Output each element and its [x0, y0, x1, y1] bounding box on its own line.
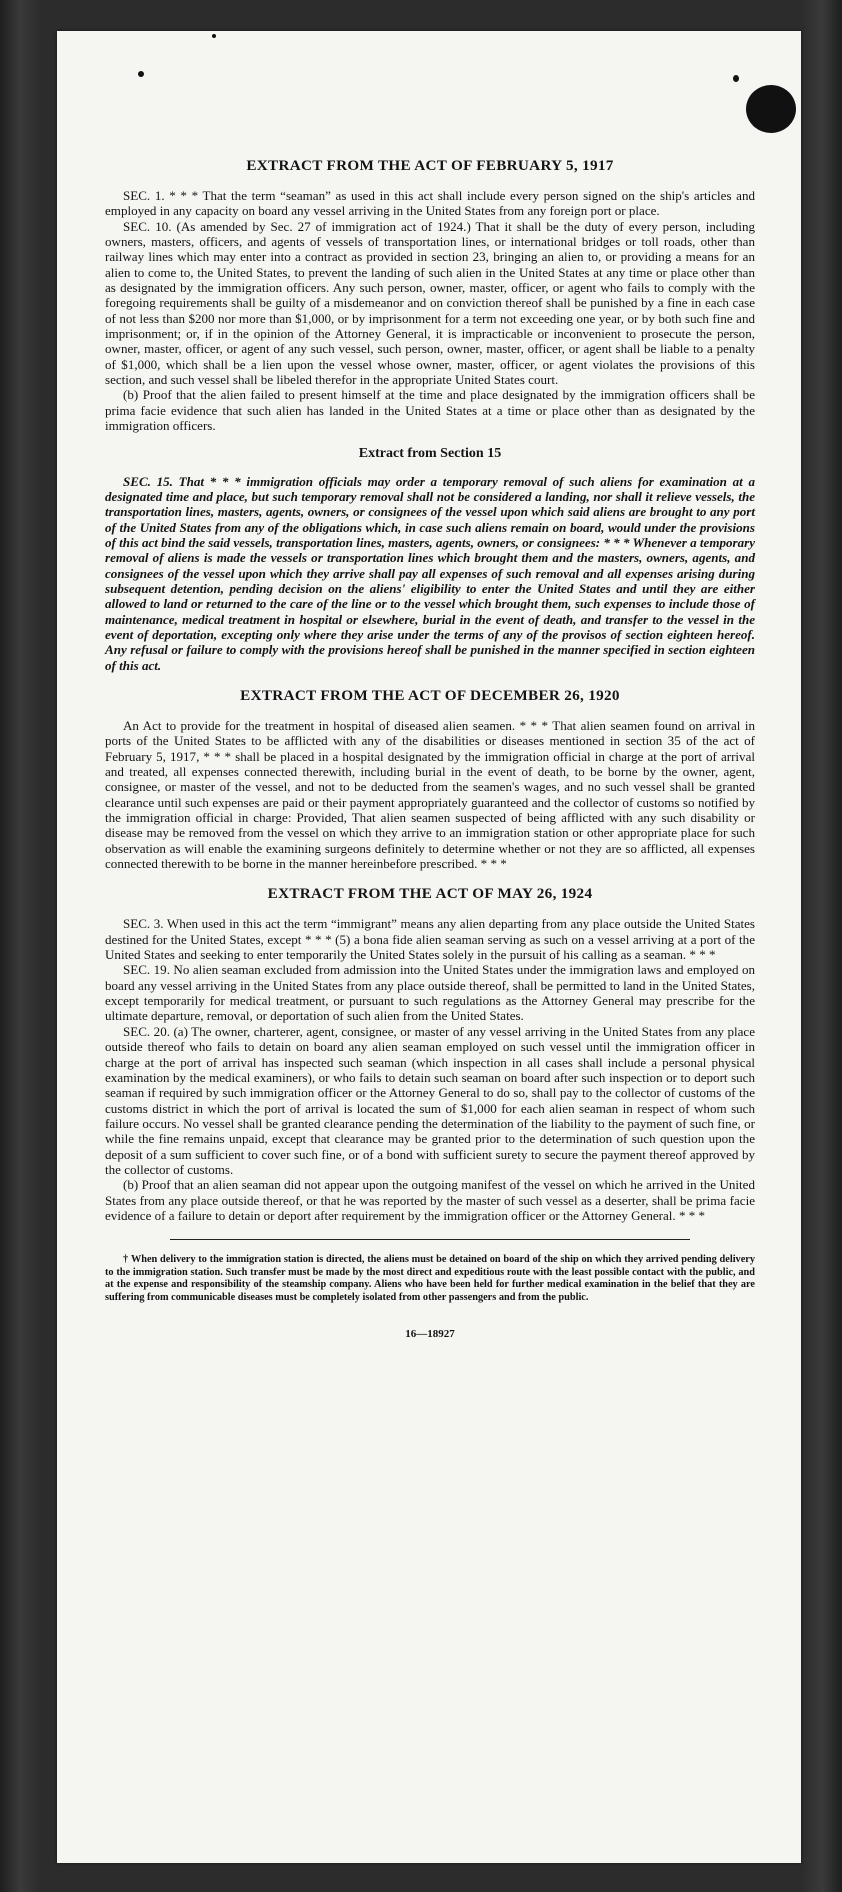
- paragraph-sec-19: SEC. 19. No alien seaman excluded from admission into the United States under the immigration laws and employed on board any vessel arriving in the United States from any place outside thereof, shall be permitted to land in the United States, except temporarily for medical treatment, or pursuant to such regulations as the Attorney General may prescribe for the ultimate departure, removal, or deportation of such alien from the United States.: [105, 962, 755, 1024]
- paragraph-sec-20-b: (b) Proof that an alien seaman did not appear upon the outgoing manifest of the vessel on which he arrived in the United States from any place outside thereof, or that he was reported by the master of such vessel as a deserter, shall be prima facie evidence of a failure to detain or deport after requirement by the immigration officer or the Attorney General. * * *: [105, 1177, 755, 1223]
- ink-speck: [212, 34, 216, 38]
- ink-speck: [733, 75, 739, 82]
- document-number: 16—18927: [405, 1327, 455, 1340]
- footnote-divider: [170, 1239, 690, 1240]
- section-heading: EXTRACT FROM THE ACT OF DECEMBER 26, 1920: [240, 686, 620, 704]
- section-act-1920: [105, 687, 755, 871]
- section-act-1917: [105, 157, 755, 434]
- paragraph-sec-3: SEC. 3. When used in this act the term “immigrant” means any alien departing from any place outside the United States destined for the United States, except * * * (5) a bona fide alien seaman serving as such on a vessel arriving at a port of the United States and seeking to enter temporarily the United States solely in the pursuit of his calling as a seaman. * * *: [105, 916, 755, 963]
- section-extract-15: [105, 446, 755, 673]
- section-subheading: Extract from Section 15: [358, 445, 502, 461]
- section-act-1924: [105, 885, 755, 1223]
- section-heading: EXTRACT FROM THE ACT OF FEBRUARY 5, 1917: [246, 157, 614, 174]
- paragraph-sec-10-b: (b) Proof that the alien failed to present himself at the time and place designated by the immigration officers shall be prima facie evidence that such alien has landed in the United States at a time or place other than as designated by the immigration officers.: [105, 387, 755, 434]
- document-page: [57, 31, 801, 1863]
- document-body: [105, 157, 755, 1340]
- paragraph-sec-20-a: SEC. 20. (a) The owner, charterer, agent, consignee, or master of any vessel arriving in the United States from any place outside thereof who fails to detain on board any alien seaman employed on such vessel until the immigration officer in charge at the port of arrival has inspected such seaman (which inspection in all cases shall include a personal physical examination by the medical examiners), or who fails to detain such seaman on board after such inspection or to deport such seaman if required by such immigration officer or the Attorney General to do so, shall pay to the collector of customs of the customs district in which the port of arrival is located the sum of $1,000 for each alien seaman in respect of whom such failure occurs. No vessel shall be granted clearance pending the determination of the liability to the payment of such fine, or while the fine remains unpaid, except that clearance may be granted prior to the determination of such question upon the deposit of a sum sufficient to cover such fine, or of a bond with sufficient surety to secure the payment thereof approved by the collector of customs.: [105, 1023, 755, 1177]
- paragraph-sec-1: SEC. 1. * * * That the term “seaman” as used in this act shall include every person signed on the ship's articles and employed in any capacity on board any vessel arriving in the United States from any foreign port or place.: [105, 188, 755, 219]
- paragraph-act-1920: An Act to provide for the treatment in hospital of diseased alien seamen. * * * That alien seamen found on arrival in ports of the United States to be afflicted with any of the disabilities or diseases mentioned in section 35 of the act of February 5, 1917, * * * shall be placed in a hospital designated by the immigration official in charge at the port of arrival and treated, all expenses connected therewith, including burial in the event of death, to be borne by the owner, agent, consignee, or master of the vessel, and not to be deducted from the seamen's wages, and no such vessel shall be granted clearance until such expenses are paid or their payment appropriately guaranteed and the collector of customs so notified by the immigration official in charge: Provided, That alien seamen suspected of being afflicted with any such disability or disease may be removed from the vessel on which they arrive to an immigration station or other appropriate place for such observation as will enable the examining surgeons definitely to determine whether or not they are so afflicted, all expenses connected therewith to be borne in the manner hereinbefore prescribed. * * *: [105, 717, 755, 872]
- section-heading: EXTRACT FROM THE ACT OF MAY 26, 1924: [267, 885, 593, 903]
- footnote: † When delivery to the immigration station is directed, the aliens must be detained on board of the ship on which they arrived pending delivery to the immigration station. Such transfer must be made by the most direct and expeditious route with the least possible contact with the public, and at the expense and responsibility of the steamship company. Aliens who have been held for further medical examination in the belief that they are suffering from communicable diseases must be completely isolated from other passengers and from the public.: [105, 1254, 755, 1303]
- punch-hole-mark: [746, 85, 796, 133]
- paragraph-sec-10: SEC. 10. (As amended by Sec. 27 of immigration act of 1924.) That it shall be the duty of every person, including owners, masters, officers, and agents of vessels of transportation lines, or international bridges or toll roads, other than railway lines which may enter into a contract as provided in section 23, bringing an alien to, or providing a means for an alien to come to, the United States, to prevent the landing of such alien in the United States at any time or place other than as designated by the immigration officers. Any such person, owner, master, officer, or agent who fails to comply with the foregoing requirements shall be guilty of a misdemeanor and on conviction thereof shall be punished by a fine in each case of not less than $200 nor more than $1,000, or by imprisonment for a term not exceeding one year, or by both such fine and imprisonment; or, if in the opinion of the Attorney General, it is impracticable or inconvenient to prosecute the person, owner, master, officer, or agent of any such vessel, such person, owner, master, officer, or agent shall be liable to a penalty of $1,000, which shall be a lien upon the vessel whose owner, master, officer, or agent violates the provisions of this section, and such vessel shall be libeled therefor in the appropriate United States court.: [105, 218, 755, 388]
- paragraph-sec-15: SEC. 15. That * * * immigration officials may order a temporary removal of such aliens for examination at a designated time and place, but such temporary removal shall not be considered a landing, nor shall it relieve vessels, the transportation lines, masters, agents, owners, or consignees of the vessel upon which said aliens are brought to any port of the United States from any of the obligations which, in case such aliens remain on board, would under the provisions of this act bind the said vessels, transportation lines, masters, agents, owners, or consignees: * * * Whenever a temporary removal of aliens is made the vessels or transportation lines which brought them and the masters, owners, agents, and consignees of the vessel upon which they arrive shall pay all expenses of such removal and all expenses arising during subsequent detention, pending decision on the aliens' eligibility to enter the United States and until they are either allowed to land or returned to the care of the line or to the vessel which brought them, such expenses to include those of maintenance, medical treatment in hospital or elsewhere, burial in the event of death, and transfer to the vessel in the event of deportation, excepting only where they arise under the terms of any of the provisos of section eighteen hereof. Any refusal or failure to comply with the provisions hereof shall be punished in the manner specified in section eighteen of this act.: [105, 473, 755, 673]
- ink-speck: [138, 71, 144, 77]
